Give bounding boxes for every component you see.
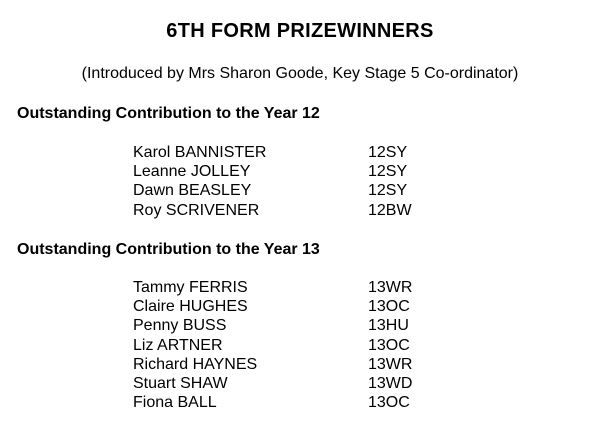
page-title: 6TH FORM PRIZEWINNERS xyxy=(166,20,434,42)
winner-name: Claire HUGHES xyxy=(133,298,248,316)
winner-name: Dawn BEASLEY xyxy=(133,182,252,200)
winner-form: 12SY xyxy=(368,163,408,181)
winner-form: 12SY xyxy=(368,144,408,161)
winner-name: Penny BUSS xyxy=(133,317,227,335)
winner-form: 13OC xyxy=(368,394,410,412)
winner-name: Roy SCRIVENER xyxy=(133,201,260,219)
winner-name: Fiona BALL xyxy=(133,394,217,412)
introduction-line: (Introduced by Mrs Sharon Goode, Key Stage 5 Co-ordinator) xyxy=(81,65,519,82)
winner-form: 13WR xyxy=(368,279,413,296)
winner-form: 13WR xyxy=(368,355,413,373)
winner-name: Liz ARTNER xyxy=(133,336,223,354)
winner-name: Tammy FERRIS xyxy=(133,279,248,296)
winner-name: Karol BANNISTER xyxy=(133,144,267,161)
winner-form: 13WD xyxy=(368,374,413,392)
winner-name: Stuart SHAW xyxy=(133,374,228,392)
section-heading-year-12: Outstanding Contribution to the Year 12 xyxy=(17,105,320,122)
section-heading-year-13: Outstanding Contribution to the Year 13 xyxy=(17,241,320,258)
winner-form: 13OC xyxy=(368,298,410,316)
winner-form: 13HU xyxy=(368,317,409,335)
winner-form: 13OC xyxy=(368,336,410,354)
winner-name: Richard HAYNES xyxy=(133,355,258,373)
winner-form: 12BW xyxy=(368,201,412,219)
winner-name: Leanne JOLLEY xyxy=(133,163,251,181)
winner-form: 12SY xyxy=(368,182,408,200)
